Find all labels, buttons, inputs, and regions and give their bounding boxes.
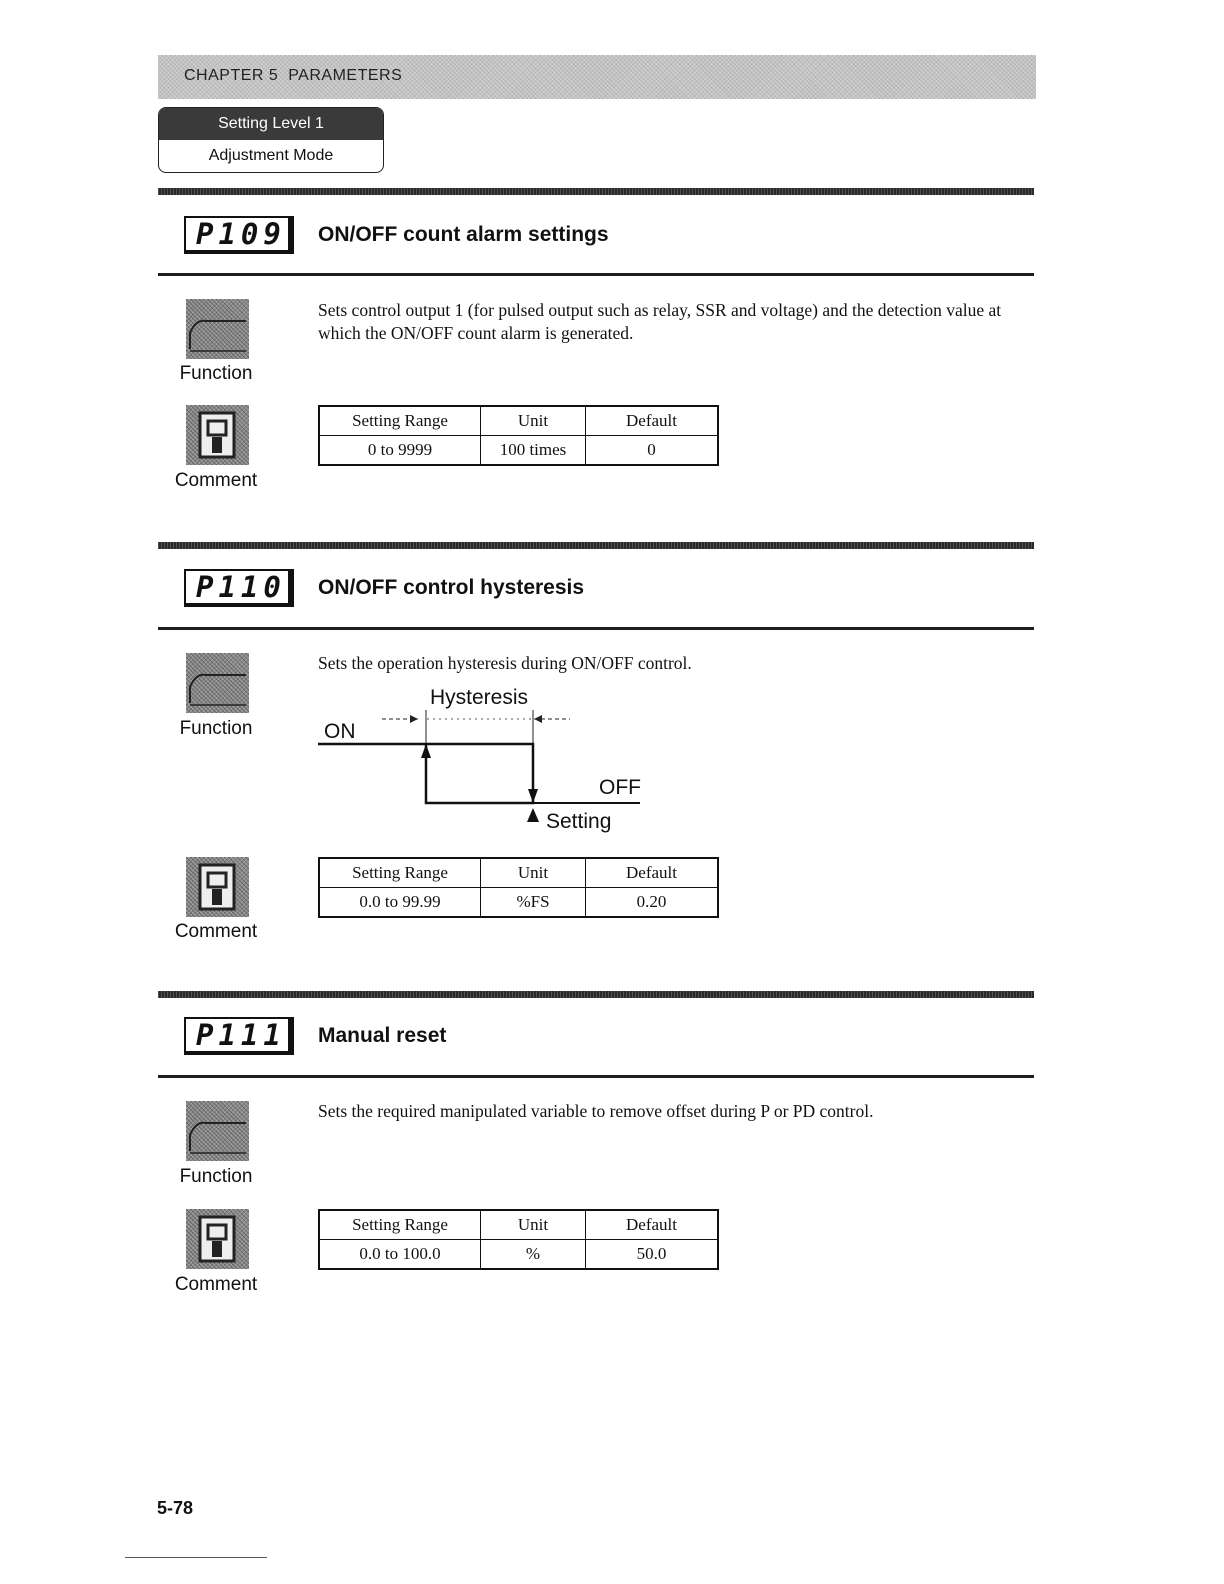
- section-rule-bottom: [158, 1075, 1034, 1078]
- setting-pointer-icon: [527, 808, 539, 822]
- range-header: Setting Range: [319, 858, 481, 888]
- table-header-row: [319, 858, 718, 888]
- section-rule-bottom: [158, 273, 1034, 276]
- page-number: 5-78: [157, 1498, 194, 1518]
- default-header: Default: [586, 406, 719, 436]
- range-value: 0.0 to 100.0: [319, 1240, 481, 1270]
- parameter-table: [318, 1209, 719, 1270]
- chapter-header-bar: [158, 55, 1036, 99]
- section-title: ON/OFF control hysteresis: [318, 576, 585, 599]
- unit-header: Unit: [481, 858, 586, 888]
- parameter-code-display: P109: [184, 216, 294, 254]
- parameter-table: [318, 405, 719, 466]
- parameter-code-display: P110: [184, 569, 294, 607]
- function-icon: [186, 299, 249, 359]
- setting-label: Setting: [546, 810, 612, 833]
- unit-value: 100 times: [481, 436, 586, 466]
- default-value: 50.0: [586, 1240, 719, 1270]
- comment-icon: [186, 1209, 249, 1269]
- unit-header: Unit: [481, 406, 586, 436]
- function-label: Function: [179, 363, 253, 384]
- setting-level-title: Setting Level 1: [159, 108, 383, 140]
- section-rule-bottom: [158, 627, 1034, 630]
- parameter-code-display: P111: [184, 1017, 294, 1055]
- down-arrow-icon: [528, 789, 538, 803]
- table-header-row: [319, 406, 718, 436]
- function-label: Function: [179, 1166, 253, 1187]
- section-rule-top: [158, 542, 1034, 549]
- unit-value: %FS: [481, 888, 586, 918]
- off-label: OFF: [599, 776, 641, 799]
- section-description: Sets control output 1 (for pulsed output such as relay, SSR and voltage) and the detection value at which the ON/OFF count alarm is generated.: [318, 300, 1002, 343]
- setting-level-mode: Adjustment Mode: [208, 147, 334, 164]
- table-row: [319, 1240, 718, 1270]
- range-header: Setting Range: [319, 406, 481, 436]
- unit-value: %: [481, 1240, 586, 1270]
- hysteresis-label: Hysteresis: [430, 686, 529, 709]
- comment-label: Comment: [174, 921, 258, 942]
- parameter-table: [318, 857, 719, 918]
- table-row: [319, 888, 718, 918]
- section-rule-top: [158, 991, 1034, 998]
- section-rule-top: [158, 188, 1034, 195]
- function-icon: [186, 653, 249, 713]
- comment-label: Comment: [174, 470, 258, 491]
- on-label: ON: [324, 720, 356, 743]
- setting-level-box: [158, 107, 384, 173]
- range-value: 0.0 to 99.99: [319, 888, 481, 918]
- comment-label: Comment: [174, 1274, 258, 1295]
- section-description: Sets the operation hysteresis during ON/OFF control.: [318, 653, 692, 673]
- function-label: Function: [179, 718, 253, 739]
- table-row: [319, 436, 718, 466]
- section-description: Sets the required manipulated variable to remove offset during P or PD control.: [318, 1101, 874, 1121]
- footer-line: [125, 1557, 267, 1558]
- default-header: Default: [586, 858, 719, 888]
- hysteresis-dimension-lines: [382, 710, 570, 744]
- section-title: Manual reset: [318, 1024, 447, 1047]
- section-title: ON/OFF count alarm settings: [318, 223, 609, 246]
- up-arrow-icon: [421, 744, 431, 758]
- range-header: Setting Range: [319, 1210, 481, 1240]
- default-value: 0: [586, 436, 719, 466]
- chapter-title: CHAPTER 5 PARAMETERS: [184, 67, 403, 84]
- range-value: 0 to 9999: [319, 436, 481, 466]
- function-icon: [186, 1101, 249, 1161]
- comment-icon: [186, 405, 249, 465]
- comment-icon: [186, 857, 249, 917]
- default-header: Default: [586, 1210, 719, 1240]
- unit-header: Unit: [481, 1210, 586, 1240]
- default-value: 0.20: [586, 888, 719, 918]
- table-header-row: [319, 1210, 718, 1240]
